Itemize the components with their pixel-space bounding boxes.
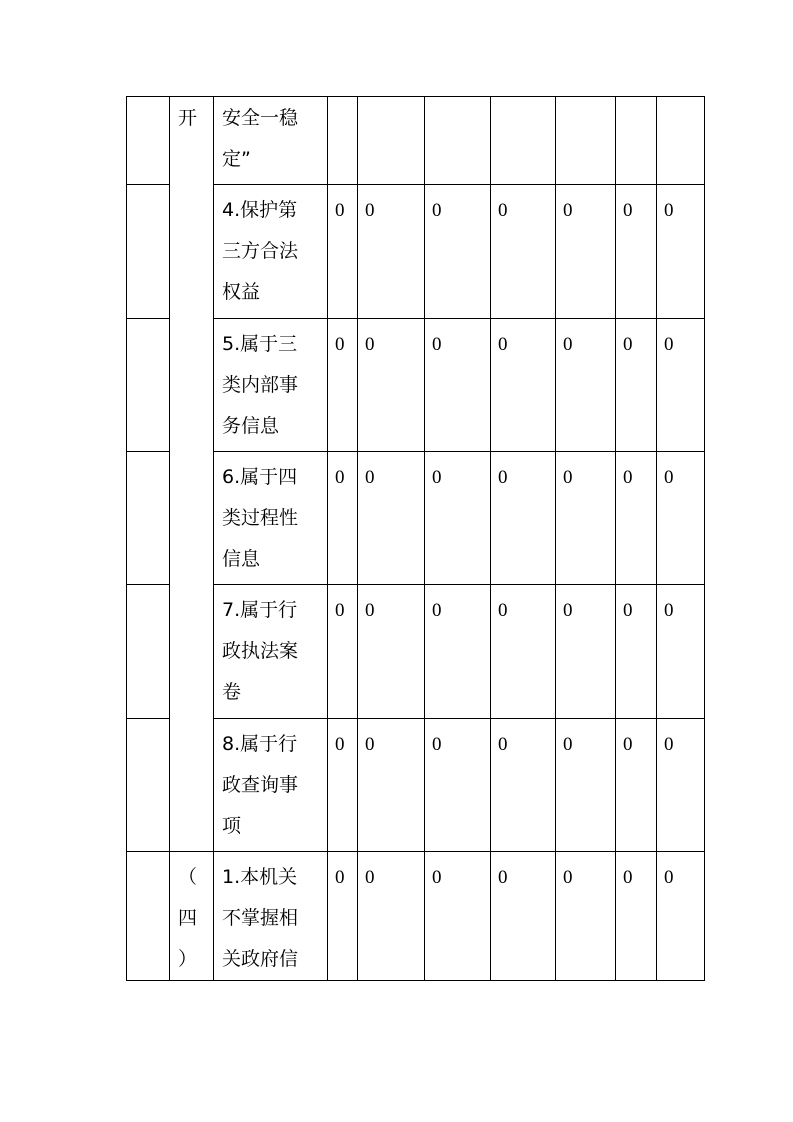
value-cell: 0 <box>328 319 358 452</box>
item-line: 类内部事 <box>222 374 299 396</box>
value-cell <box>556 97 616 185</box>
table-row <box>127 452 705 585</box>
item-line: 类过程性 <box>222 507 299 529</box>
value-cell: 0 <box>425 585 491 719</box>
value-cell: 0 <box>358 719 425 852</box>
value-cell: 0 <box>556 185 616 319</box>
item-line: 务信息 <box>222 415 280 437</box>
value-cell: 0 <box>616 719 657 852</box>
value-cell <box>358 97 425 185</box>
item-line: 权益 <box>222 281 261 303</box>
value-cell: 0 <box>491 185 556 319</box>
disclosure-statistics-table <box>126 96 705 981</box>
value-cell: 0 <box>425 852 491 981</box>
value-cell: 0 <box>657 585 705 719</box>
value-cell: 0 <box>425 319 491 452</box>
value-cell: 0 <box>328 852 358 981</box>
value-cell: 0 <box>556 452 616 585</box>
item-line: 三方合法 <box>222 240 299 262</box>
value-cell: 0 <box>328 719 358 852</box>
index-cell <box>127 719 170 852</box>
value-cell: 0 <box>491 452 556 585</box>
value-cell: 0 <box>657 719 705 852</box>
index-cell <box>127 852 170 981</box>
table-row <box>127 852 705 981</box>
value-cell: 0 <box>556 852 616 981</box>
value-cell: 0 <box>358 852 425 981</box>
item-line: 4.保护第 <box>222 199 298 221</box>
item-line: 安全一稳 <box>222 107 299 129</box>
item-cell <box>214 719 328 852</box>
item-cell <box>214 452 328 585</box>
item-cell <box>214 97 328 185</box>
group-label: 开 <box>178 107 198 129</box>
value-cell: 0 <box>657 452 705 585</box>
value-cell <box>616 97 657 185</box>
item-line: 1.本机关 <box>222 866 298 888</box>
item-line: 项 <box>222 815 242 837</box>
value-cell: 0 <box>616 185 657 319</box>
value-cell: 0 <box>358 585 425 719</box>
item-line: 信息 <box>222 548 261 570</box>
item-cell <box>214 185 328 319</box>
group-label-line: （ <box>178 866 198 888</box>
value-cell <box>657 97 705 185</box>
item-line: 不掌握相 <box>222 907 299 929</box>
index-cell <box>127 319 170 452</box>
value-cell: 0 <box>425 452 491 585</box>
item-line: 政执法案 <box>222 640 299 662</box>
value-cell: 0 <box>616 585 657 719</box>
value-cell <box>328 97 358 185</box>
value-cell: 0 <box>556 719 616 852</box>
table-row <box>127 185 705 319</box>
item-line: 关政府信 <box>222 948 299 970</box>
group-label-line: 四 <box>178 907 198 929</box>
value-cell: 0 <box>328 185 358 319</box>
value-cell: 0 <box>616 452 657 585</box>
table-row <box>127 319 705 452</box>
value-cell: 0 <box>328 585 358 719</box>
index-cell <box>127 97 170 185</box>
index-cell <box>127 185 170 319</box>
value-cell: 0 <box>425 719 491 852</box>
group-cell <box>170 852 214 981</box>
item-line: 卷 <box>222 681 242 703</box>
group-label-line: ） <box>178 948 198 970</box>
value-cell: 0 <box>358 452 425 585</box>
value-cell: 0 <box>657 185 705 319</box>
item-line: 6.属于四 <box>222 466 298 488</box>
value-cell: 0 <box>491 319 556 452</box>
table-row <box>127 97 705 185</box>
value-cell: 0 <box>556 585 616 719</box>
value-cell: 0 <box>556 319 616 452</box>
table-row <box>127 719 705 852</box>
value-cell: 0 <box>358 319 425 452</box>
value-cell: 0 <box>358 185 425 319</box>
item-line: 定” <box>222 148 251 170</box>
value-cell: 0 <box>491 585 556 719</box>
item-cell <box>214 319 328 452</box>
table-row <box>127 585 705 719</box>
value-cell: 0 <box>657 319 705 452</box>
value-cell: 0 <box>328 452 358 585</box>
item-line: 7.属于行 <box>222 599 298 621</box>
value-cell <box>491 97 556 185</box>
item-line: 政查询事 <box>222 774 299 796</box>
value-cell: 0 <box>491 719 556 852</box>
item-cell <box>214 585 328 719</box>
index-cell <box>127 452 170 585</box>
value-cell: 0 <box>491 852 556 981</box>
item-line: 5.属于三 <box>222 333 298 355</box>
group-cell <box>170 97 214 852</box>
item-cell <box>214 852 328 981</box>
value-cell: 0 <box>616 319 657 452</box>
item-line: 8.属于行 <box>222 733 298 755</box>
index-cell <box>127 585 170 719</box>
value-cell <box>425 97 491 185</box>
value-cell: 0 <box>616 852 657 981</box>
value-cell: 0 <box>657 852 705 981</box>
value-cell: 0 <box>425 185 491 319</box>
